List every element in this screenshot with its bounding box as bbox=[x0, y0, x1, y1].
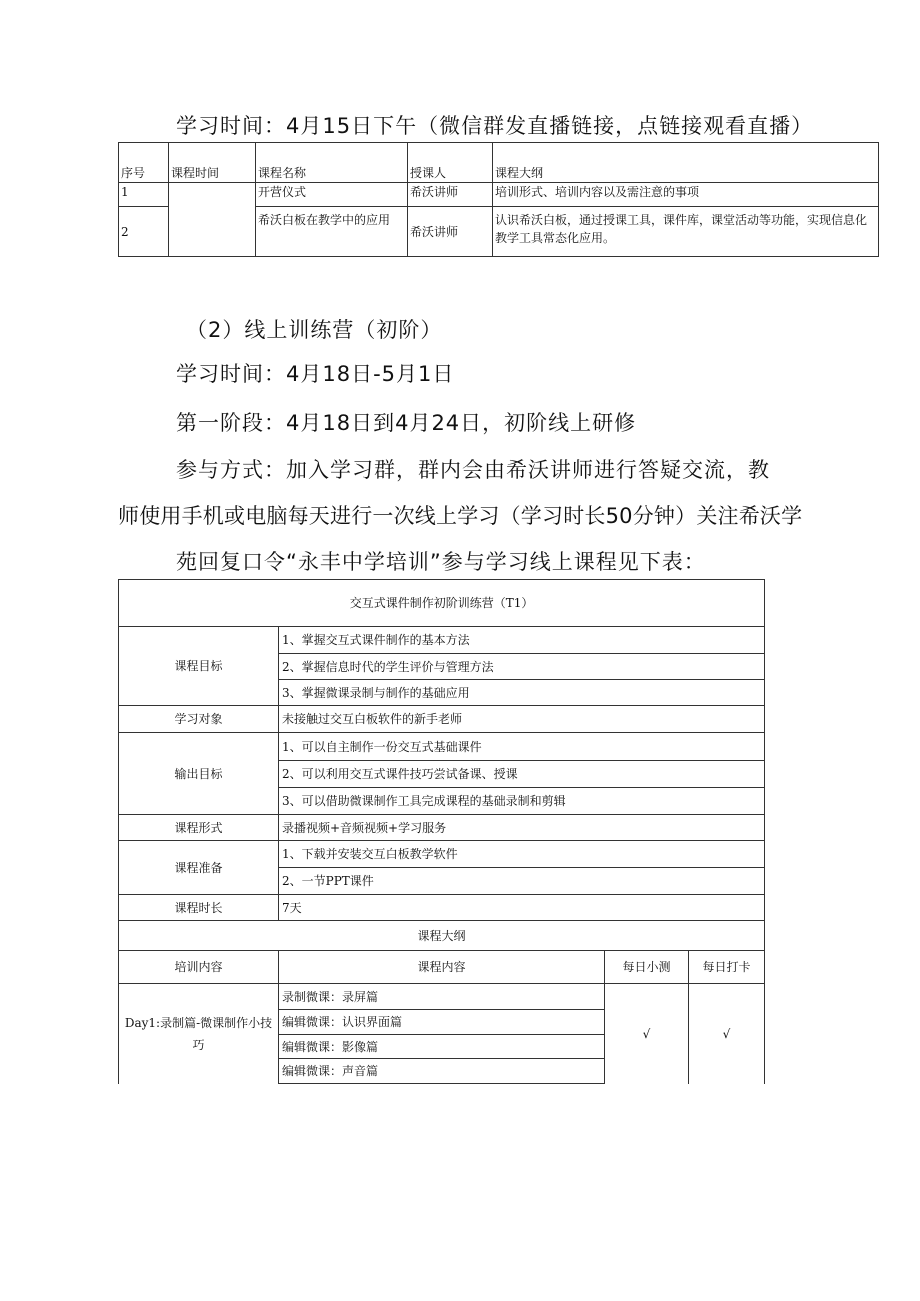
audience-label: 学习对象 bbox=[119, 706, 279, 733]
col-quiz: 每日小测 bbox=[605, 951, 689, 984]
row-name: 希沃白板在教学中的应用 bbox=[256, 207, 408, 257]
day1-label: Day1:录制篇-微课制作小技巧 bbox=[119, 984, 279, 1084]
phase-text: 第一阶段：4月18日到4月24日，初阶线上研修 bbox=[176, 411, 637, 435]
prep-item: 1、下载并安装交互白板教学软件 bbox=[279, 841, 765, 868]
goal-item: 2、掌握信息时代的学生评价与管理方法 bbox=[279, 654, 765, 680]
row-name: 开营仪式 bbox=[256, 183, 408, 207]
output-label: 输出目标 bbox=[119, 733, 279, 815]
col-content: 课程内容 bbox=[279, 951, 605, 984]
header-name: 课程名称 bbox=[256, 143, 408, 183]
table-title: 交互式课件制作初阶训练营（T1） bbox=[119, 580, 765, 627]
goal-item: 1、掌握交互式课件制作的基本方法 bbox=[279, 627, 765, 654]
goals-label: 课程目标 bbox=[119, 627, 279, 706]
day1-item: 编辑微课：声音篇 bbox=[279, 1059, 605, 1084]
quiz-check: √ bbox=[605, 984, 689, 1084]
output-item: 2、可以利用交互式课件技巧尝试备课、授课 bbox=[279, 761, 765, 788]
row-num: 2 bbox=[119, 207, 169, 257]
outline-title: 课程大纲 bbox=[119, 921, 765, 951]
output-item: 1、可以自主制作一份交互式基础课件 bbox=[279, 733, 765, 761]
course-time-cell bbox=[169, 183, 256, 257]
row-num: 1 bbox=[119, 183, 169, 207]
study-time-2: 学习时间：4月18日-5月1日 bbox=[176, 362, 455, 386]
row-outline: 培训形式、培训内容以及需注意的事项 bbox=[493, 183, 879, 207]
day1-item: 编辑微课：影像篇 bbox=[279, 1035, 605, 1059]
header-teacher: 授课人 bbox=[408, 143, 493, 183]
row-teacher: 希沃讲师 bbox=[408, 183, 493, 207]
participation-line-1: 参与方式：加入学习群，群内会由希沃讲师进行答疑交流，教 bbox=[176, 458, 770, 482]
duration-label: 课程时长 bbox=[119, 895, 279, 921]
live-course-table bbox=[118, 142, 879, 257]
header-outline: 课程大纲 bbox=[493, 143, 879, 183]
checkin-check: √ bbox=[689, 984, 765, 1084]
day1-item: 录制微课：录屏篇 bbox=[279, 984, 605, 1010]
prep-item: 2、一节PPT课件 bbox=[279, 868, 765, 895]
duration-value: 7天 bbox=[279, 895, 765, 921]
participation-line-2: 师使用手机或电脑每天进行一次线上学习（学习时长50分钟）关注希沃学 bbox=[118, 504, 803, 528]
prep-label: 课程准备 bbox=[119, 841, 279, 895]
col-checkin: 每日打卡 bbox=[689, 951, 765, 984]
col-training: 培训内容 bbox=[119, 951, 279, 984]
row-teacher: 希沃讲师 bbox=[408, 207, 493, 257]
header-time: 课程时间 bbox=[169, 143, 256, 183]
day1-item: 编辑微课：认识界面篇 bbox=[279, 1010, 605, 1035]
audience-value: 未接触过交互白板软件的新手老师 bbox=[279, 706, 765, 733]
section-heading: （2）线上训练营（初阶） bbox=[186, 318, 443, 342]
format-label: 课程形式 bbox=[119, 815, 279, 841]
row-outline: 认识希沃白板，通过授课工具，课件库，课堂活动等功能，实现信息化教学工具常态化应用。 bbox=[493, 207, 879, 257]
header-num: 序号 bbox=[119, 143, 169, 183]
participation-line-3: 苑回复口令“永丰中学培训”参与学习线上课程见下表： bbox=[176, 550, 706, 574]
training-camp-table bbox=[118, 579, 765, 1084]
study-time-1: 学习时间：4月15日下午（微信群发直播链接，点链接观看直播） bbox=[176, 114, 814, 138]
goal-item: 3、掌握微课录制与制作的基础应用 bbox=[279, 680, 765, 706]
format-value: 录播视频+音频视频+学习服务 bbox=[279, 815, 765, 841]
output-item: 3、可以借助微课制作工具完成课程的基础录制和剪辑 bbox=[279, 788, 765, 815]
